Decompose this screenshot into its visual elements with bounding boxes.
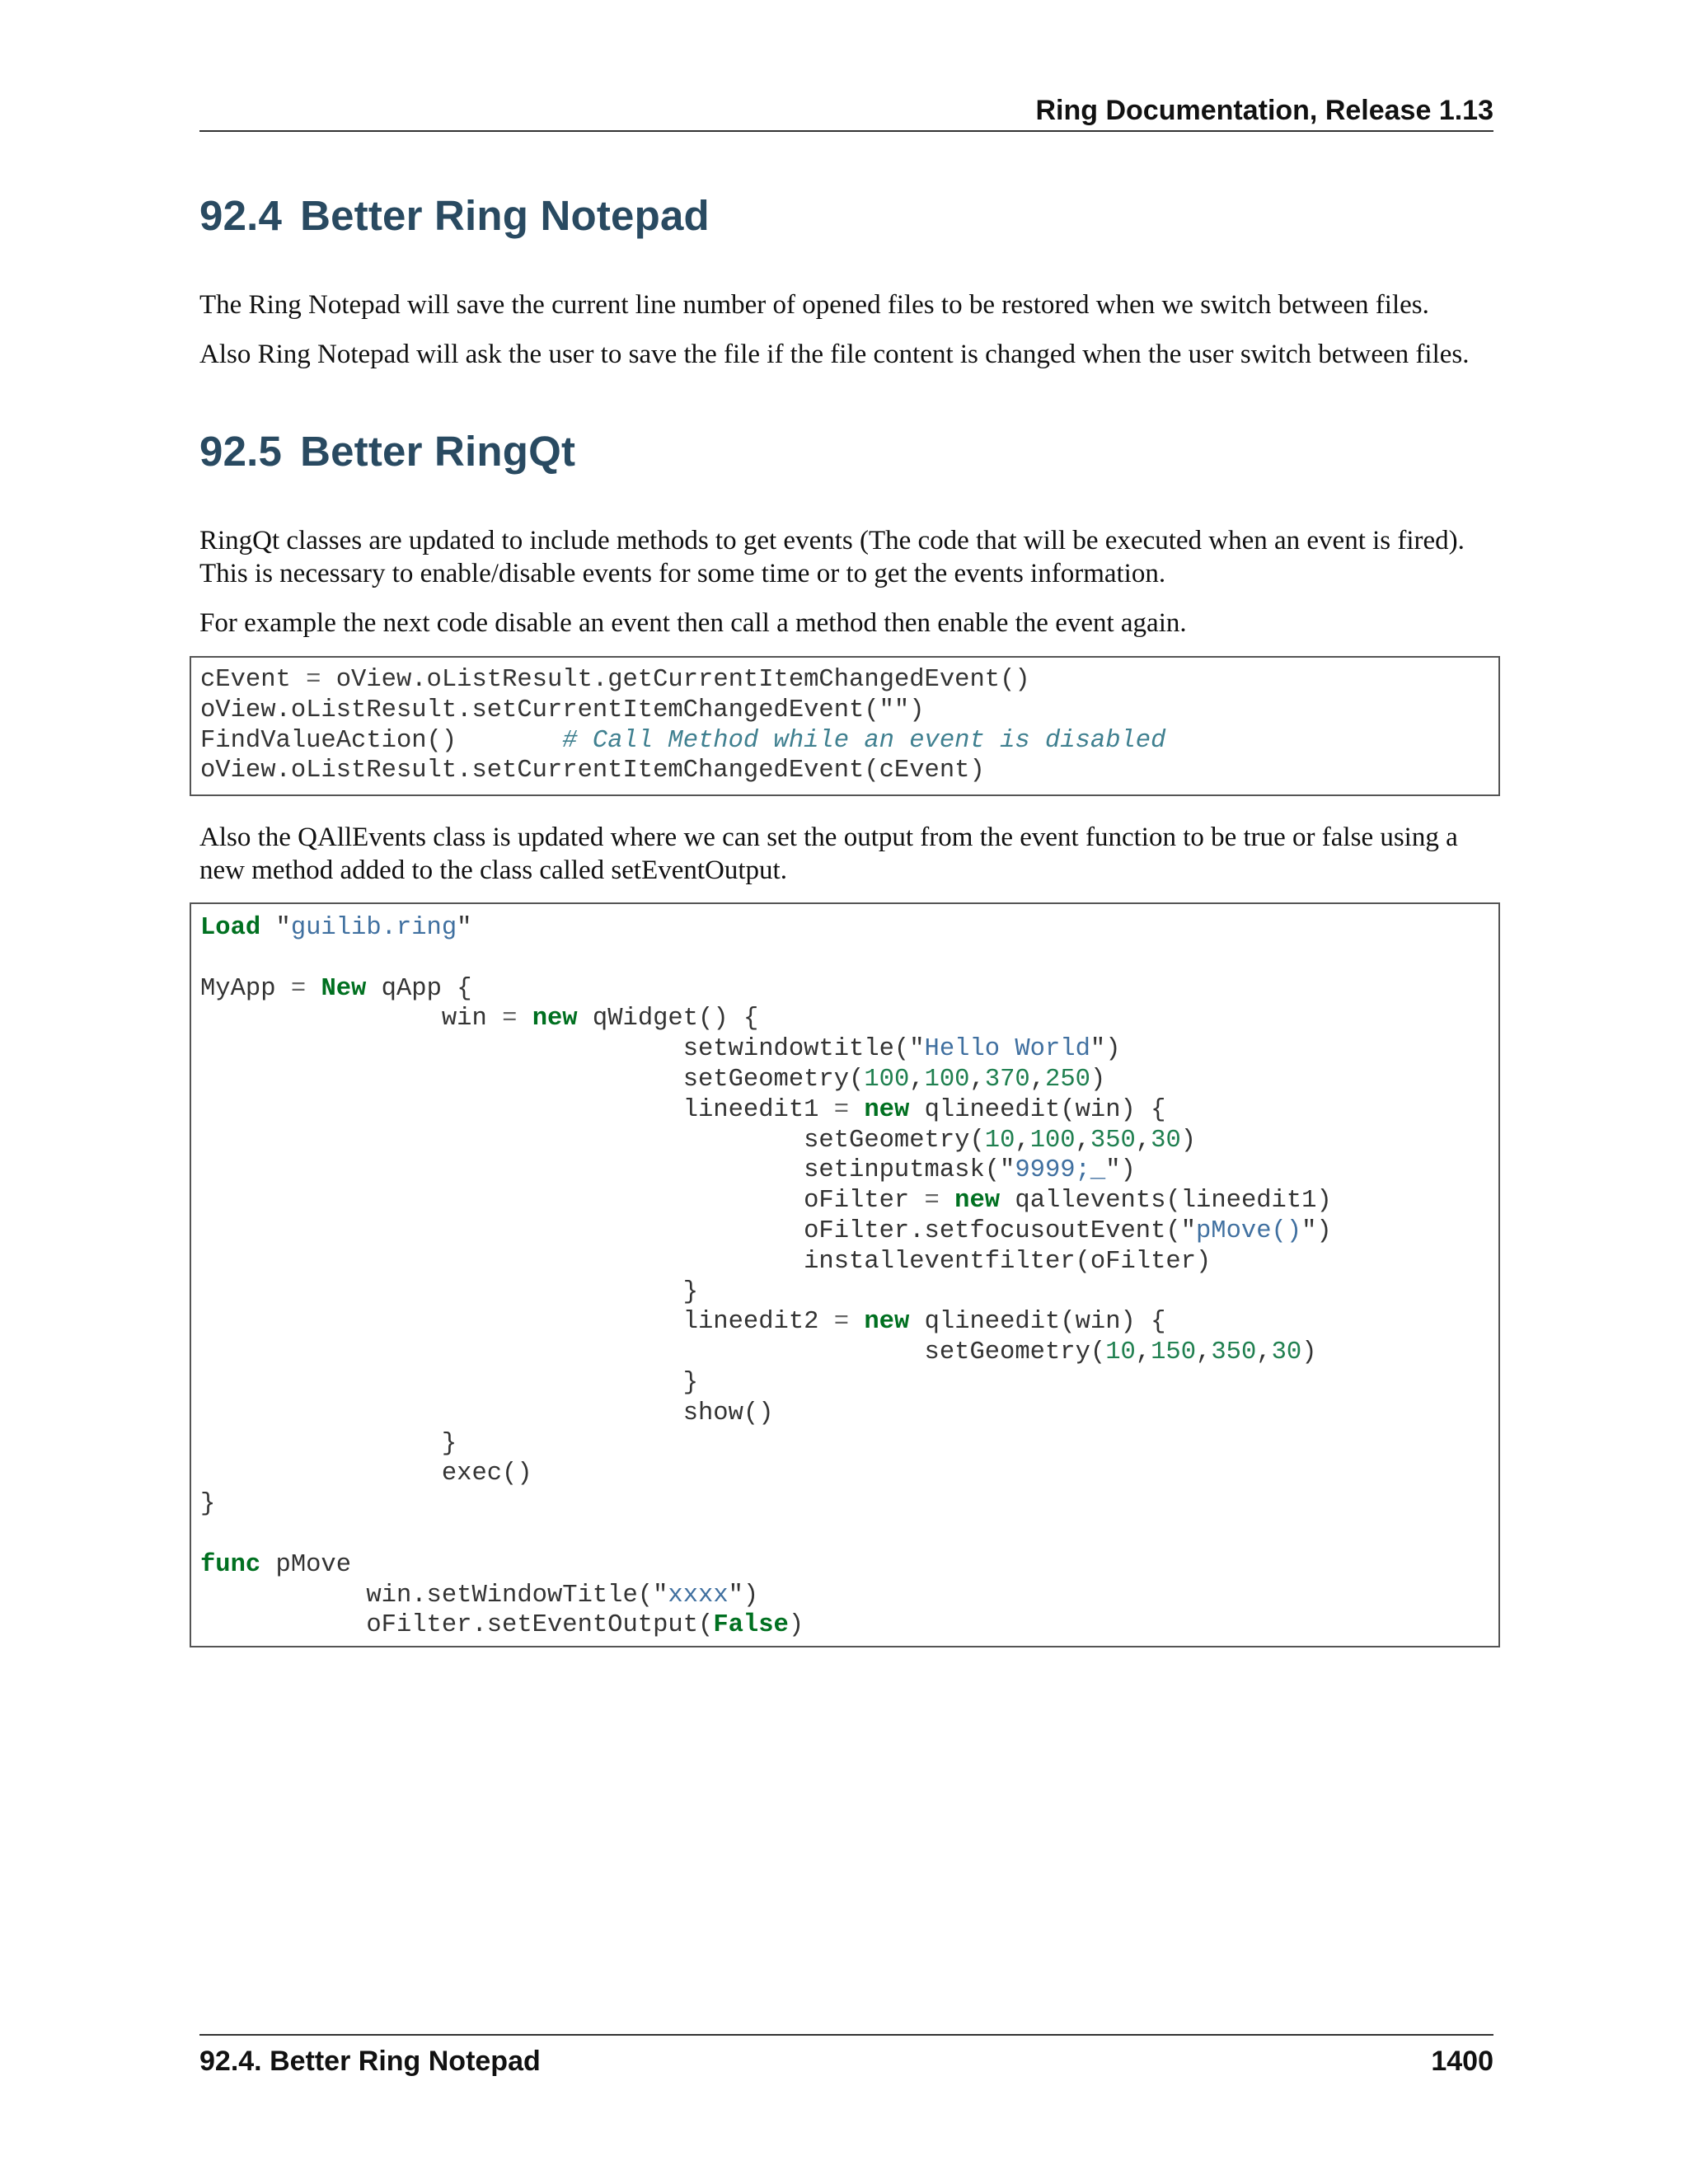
section-heading-92-5 bbox=[199, 427, 575, 476]
code-block-1 bbox=[190, 656, 1500, 796]
paragraph: For example the next code disable an event then call a method then enable the event again. bbox=[199, 608, 1187, 638]
page-number: 1400 bbox=[1431, 2046, 1493, 2077]
code-block-2 bbox=[190, 902, 1500, 1647]
section-title: Better RingQt bbox=[300, 428, 576, 475]
code-listing: Load "guilib.ring" MyApp = New qApp { win = new qWidget() { setwindowtitle("Hello World") setGeometry(100,100,370,250) lineedit1 = new qlineedit(win) { setGeometry(10,100,350,30) setinputmask("9999;_") oFilter = new qallevents(lineedit1) oFilter.setfocusoutEvent("pMove()") installeventfilter(oFilter) } lineedit2 = new qlineedit(win) { setGeometry(10,150,350,30) } show() } exec() } func pMove win.setWindowTitle("xxxx") oFilter.setEventOutput(False) bbox=[200, 914, 1332, 1640]
section-number: 92.5 bbox=[199, 428, 283, 475]
paragraph: Also the QAllEvents class is updated where we can set the output from the event function to be true or false using a new method added to the class called setEventOutput. bbox=[199, 823, 1458, 885]
code-listing: cEvent = oView.oListResult.getCurrentItemChangedEvent() oView.oListResult.setCurrentItemChangedEvent("") FindValueAction() # Call Method while an event is disabled oView.oListResult.setCurrentItemChangedEvent(cEvent) bbox=[200, 666, 1166, 785]
section-heading-92-4 bbox=[199, 191, 710, 240]
section-number: 92.4 bbox=[199, 192, 283, 239]
paragraph: Also Ring Notepad will ask the user to save the file if the file content is changed when the user switch between files. bbox=[199, 340, 1470, 369]
paragraph: The Ring Notepad will save the current line number of opened files to be restored when we switch between files. bbox=[199, 290, 1429, 320]
footer-section: 92.4. Better Ring Notepad bbox=[199, 2046, 541, 2077]
running-footer bbox=[199, 2034, 1493, 2078]
section-title: Better Ring Notepad bbox=[300, 192, 710, 239]
running-header: Ring Documentation, Release 1.13 bbox=[199, 91, 1493, 132]
paragraph: RingQt classes are updated to include methods to get events (The code that will be executed when an event is fired). This is necessary to enable/disable events for some time or to get the events information. bbox=[199, 526, 1465, 588]
